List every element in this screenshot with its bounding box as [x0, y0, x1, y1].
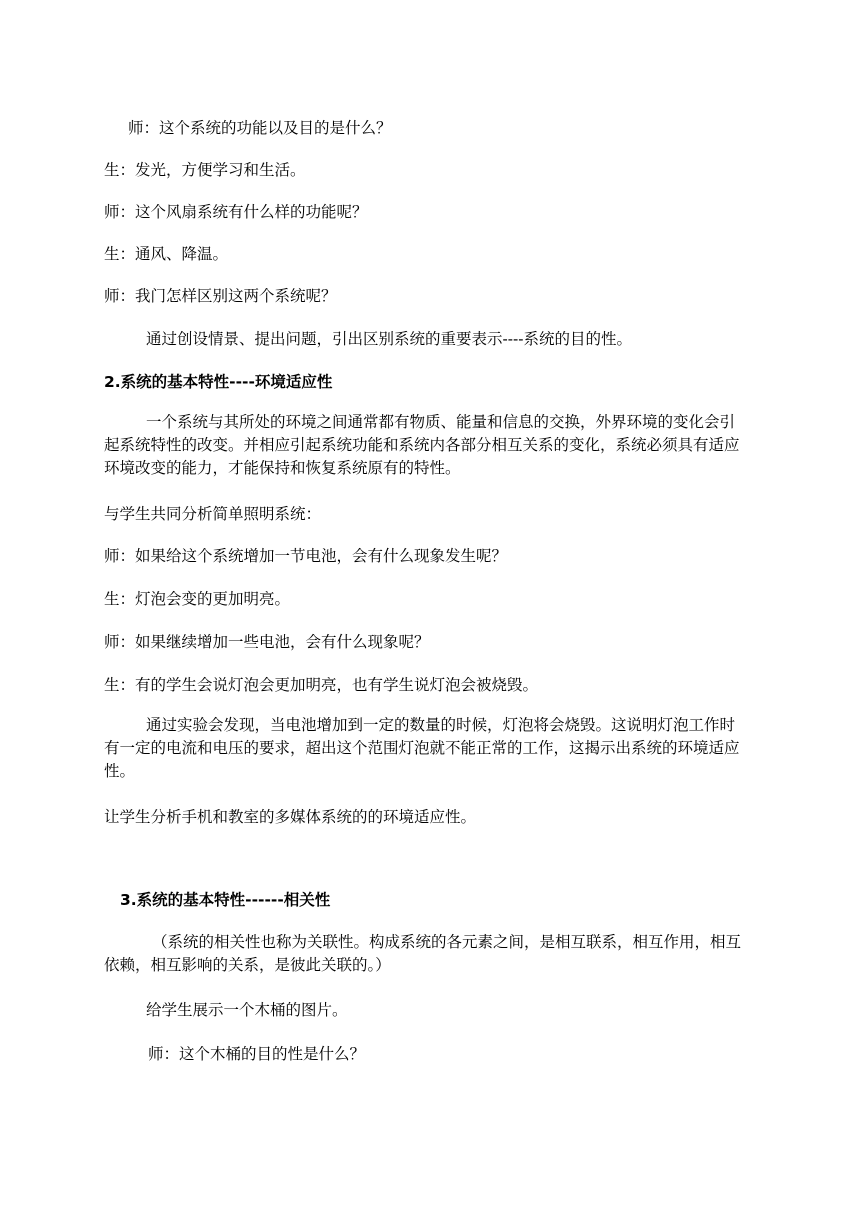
dialogue-line: 师：如果继续增加一些电池，会有什么现象呢？ — [104, 633, 430, 651]
dialogue-line: 师：这个风扇系统有什么样的功能呢？ — [104, 203, 368, 221]
paragraph: （系统的相关性也称为关联性。构成系统的各元素之间，是相互联系，相互作用，相互依赖，相互影响的关系，是彼此关联的。） — [104, 933, 742, 974]
section-heading: 3.系统的基本特性------相关性 — [120, 891, 331, 909]
paragraph-line: 让学生分析手机和教室的多媒体系统的的环境适应性。 — [104, 808, 477, 826]
dialogue-line: 生：灯泡会变的更加明亮。 — [104, 590, 291, 608]
dialogue-line: 生：通风、降温。 — [104, 245, 229, 263]
dialogue-line: 师：我门怎样区别这两个系统呢？ — [104, 287, 337, 305]
paragraph-line: 与学生共同分析简单照明系统： — [104, 505, 322, 523]
paragraph-line: 通过创设情景、提出问题，引出区别系统的重要表示----系统的目的性。 — [146, 330, 632, 348]
dialogue-line: 师：这个木桶的目的性是什么？ — [148, 1045, 366, 1063]
dialogue-line: 师：如果给这个系统增加一节电池，会有什么现象发生呢？ — [104, 547, 508, 565]
paragraph: 通过实验会发现，当电池增加到一定的数量的时候，灯泡将会烧毁。这说明灯泡工作时有一定的电流和电压的要求，超出这个范围灯泡就不能正常的工作，这揭示出系统的环境适应性。 — [104, 716, 740, 780]
paragraph: 一个系统与其所处的环境之间通常都有物质、能量和信息的交换，外界环境的变化会引起系统特性的改变。并相应引起系统功能和系统内各部分相互关系的变化，系统必须具有适应环境改变的能力，才能保持和恢复系统原有的特性。 — [104, 413, 740, 477]
dialogue-line: 师：这个系统的功能以及目的是什么？ — [128, 119, 392, 137]
paragraph-line: 给学生展示一个木桶的图片。 — [146, 1001, 348, 1019]
dialogue-line: 生：发光，方便学习和生活。 — [104, 161, 306, 179]
section-heading: 2.系统的基本特性----环境适应性 — [104, 373, 333, 391]
dialogue-line: 生：有的学生会说灯泡会更加明亮，也有学生说灯泡会被烧毁。 — [104, 676, 539, 694]
